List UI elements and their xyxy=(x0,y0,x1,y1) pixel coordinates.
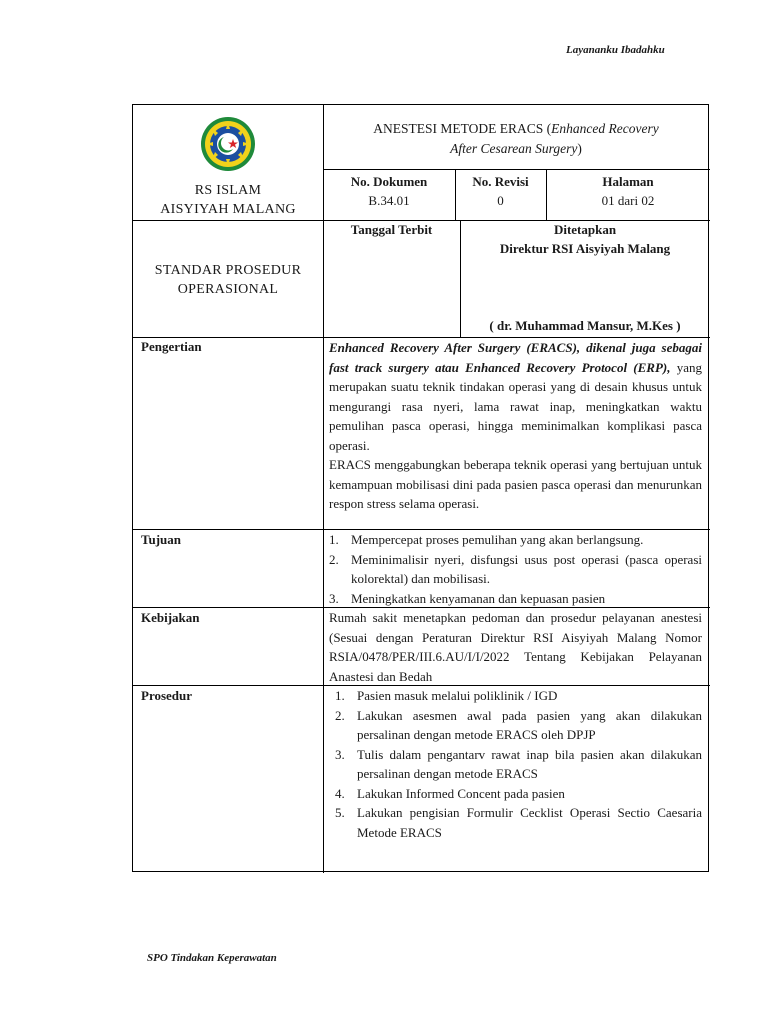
header-tagline: Layananku Ibadahku xyxy=(566,44,665,56)
list-text: Pasien masuk melalui poliklinik / IGD xyxy=(357,688,558,703)
sop-document-table xyxy=(132,104,709,872)
list-item xyxy=(335,706,702,745)
title-close: ) xyxy=(577,141,582,156)
kebijakan-label: Kebijakan xyxy=(141,610,200,625)
issue-date-label: Tanggal Terbit xyxy=(350,222,433,237)
footer-label: SPO Tindakan Keperawatan xyxy=(147,952,277,964)
approval-cell xyxy=(460,222,710,257)
pengertian-term: Enhanced Recovery After Surgery (ERACS), dikenal juga sebagai fast track surgery atau Enhanced Recovery Protocol (ERP), xyxy=(329,340,702,375)
list-item xyxy=(329,550,702,589)
list-number: 2. xyxy=(329,551,339,567)
signer-name: ( dr. Muhammad Mansur, M.Kes ) xyxy=(489,318,681,333)
hospital-logo-icon xyxy=(193,115,263,173)
hospital-name-line2: AISYIYAH MALANG xyxy=(160,202,296,217)
list-item xyxy=(329,530,702,550)
sop-heading-line1: STANDAR PROSEDUR xyxy=(154,263,302,278)
prosedur-label: Prosedur xyxy=(141,688,193,703)
pengertian-content xyxy=(329,338,702,514)
page-cell xyxy=(546,174,710,209)
list-text: Meningkatkan kenyamanan dan kepuasan pasien xyxy=(351,590,606,606)
page-value: 01 dari 02 xyxy=(601,193,655,208)
list-text: Meminimalisir nyeri, disfungsi usus post operasi (pasca operasi kolorektal) dan mobilisasi. xyxy=(351,551,702,586)
revision-cell xyxy=(455,174,546,209)
list-number: 4. xyxy=(335,785,345,801)
list-number: 1. xyxy=(329,532,339,547)
hospital-name xyxy=(133,181,323,219)
list-item xyxy=(335,803,702,842)
kebijakan-content: Rumah sakit menetapkan pedoman dan prosedur pelayanan anestesi (Sesuai dengan Peraturan Direktur RSI Aisyiyah Malang Nomor RSIA/0478/PER/III.6.AU/I/I/2022 Tentang Kebijakan Pelayanan Anastesi dan Bedah xyxy=(329,610,702,684)
list-item xyxy=(335,745,702,784)
tujuan-content xyxy=(329,530,702,608)
list-item xyxy=(335,686,702,706)
list-number: 1. xyxy=(335,688,345,703)
prosedur-list xyxy=(335,686,702,842)
tujuan-list xyxy=(329,530,702,608)
issue-date-cell xyxy=(323,222,460,238)
document-title xyxy=(325,119,707,159)
doc-number-label: No. Dokumen xyxy=(350,174,428,189)
list-number: 3. xyxy=(335,746,345,762)
pengertian-label: Pengertian xyxy=(141,339,202,354)
list-text: Lakukan pengisian Formulir Cecklist Operasi Sectio Caesaria Metode ERACS xyxy=(357,805,702,840)
list-number: 2. xyxy=(335,707,345,723)
hospital-name-line1: RS ISLAM xyxy=(194,183,262,198)
doc-number-value: B.34.01 xyxy=(368,193,410,208)
list-number: 3. xyxy=(329,590,339,606)
list-text: Lakukan Informed Concent pada pasien xyxy=(357,785,565,801)
row-divider xyxy=(323,169,710,170)
revision-label: No. Revisi xyxy=(472,174,529,189)
list-item xyxy=(329,589,702,609)
pengertian-text-1: yang merupakan suatu teknik tindakan operasi yang di desain khusus untuk mengurangi rasa nyeri, lama rawat inap, meningkatkan waktu pemulihan pasca operasi, hingga meminimalkan komplikasi pasca operasi. xyxy=(329,359,702,453)
title-italic-1: Enhanced Recovery xyxy=(551,121,659,136)
row-divider xyxy=(133,220,710,221)
sop-heading-line2: OPERASIONAL xyxy=(177,282,279,297)
list-text: Mempercepat proses pemulihan yang akan berlangsung. xyxy=(351,532,644,547)
list-number: 5. xyxy=(335,805,345,820)
approval-by: Direktur RSI Aisyiyah Malang xyxy=(499,241,671,256)
approval-label: Ditetapkan xyxy=(553,222,617,237)
pengertian-text-2: ERACS menggabungkan beberapa teknik operasi yang bertujuan untuk kemampuan mobilisasi dini pada pasien pasca operasi dan menurunkan respon stress selama operasi. xyxy=(329,457,702,511)
title-plain: ANESTESI METODE ERACS ( xyxy=(373,121,552,136)
list-text: Lakukan asesmen awal pada pasien yang akan dilakukan persalinan dengan metode ERACS oleh DPJP xyxy=(357,707,702,742)
signer-cell xyxy=(460,318,710,334)
page-label: Halaman xyxy=(602,174,654,189)
doc-number-cell xyxy=(323,174,455,209)
prosedur-content xyxy=(335,686,702,842)
title-italic-2: After Cesarean Surgery xyxy=(450,141,578,156)
tujuan-label: Tujuan xyxy=(141,532,181,547)
revision-value: 0 xyxy=(497,193,504,208)
sop-heading xyxy=(133,261,323,299)
list-text: Tulis dalam pengantarv rawat inap bila pasien akan dilakukan persalinan dengan metode ERACS xyxy=(357,746,702,781)
list-item xyxy=(335,784,702,804)
